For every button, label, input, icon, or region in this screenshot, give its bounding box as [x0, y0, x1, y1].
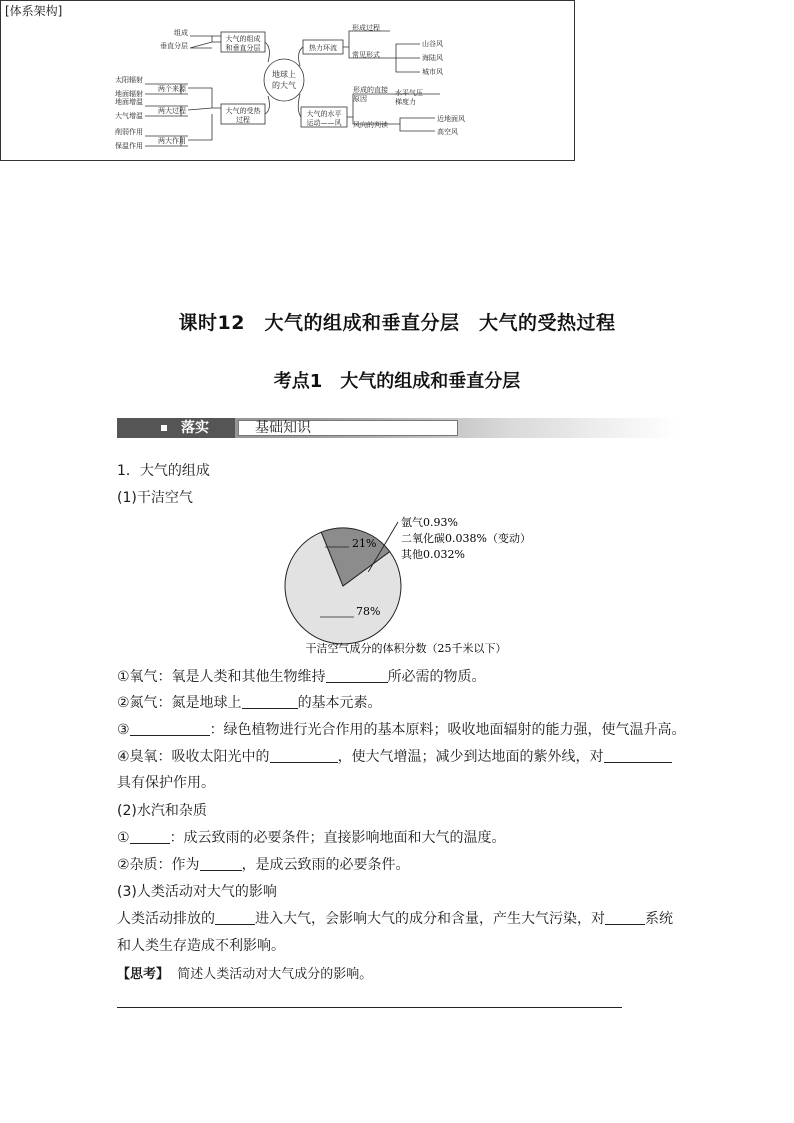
node-heating-1: 大气的受热	[225, 107, 261, 115]
section-tag: 落实	[117, 418, 235, 438]
line-impurities: ②杂质：作为 ，是成云致雨的必要条件。	[117, 857, 410, 873]
line-oxygen: ①氧气：氧是人类和其他生物维持 所必需的物质。	[117, 669, 486, 685]
item-weakening: 削弱作用	[115, 128, 143, 136]
node-composition-1: 大气的组成	[225, 35, 261, 43]
heading-composition: 1．大气的组成	[117, 463, 210, 479]
blank-2[interactable]	[242, 694, 298, 709]
line-co2: ③ ：绿色植物进行光合作用的基本原料；吸收地面辐射的能力强，使气温升高。	[117, 722, 686, 738]
think-tag: 【思考】	[117, 967, 170, 982]
branch-direct-cause-1: 形成的直接	[353, 86, 388, 94]
answer-line[interactable]	[117, 1007, 622, 1008]
item-surface-wind: 近地面风	[437, 115, 465, 123]
section-bar	[117, 418, 677, 438]
item-pressure-gradient-1: 水平气压	[395, 89, 423, 97]
pie-label-78: 78%	[356, 605, 381, 618]
blank-9[interactable]	[605, 910, 645, 925]
framework-box	[0, 0, 575, 161]
node-composition-2: 和垂直分层	[225, 44, 261, 52]
leaf-composition: 组成	[174, 29, 188, 37]
line-human-1: 人类活动排放的 进入大气，会影响大气的成分和含量，产生大气污染，对 系统	[117, 911, 673, 927]
heading-dry-air: (1)干洁空气	[117, 490, 193, 506]
pie-chart-area	[256, 510, 556, 660]
line-human-2: 和人类生存造成不利影响。	[117, 938, 285, 954]
section-label: 基础知识	[238, 420, 458, 436]
blank-4[interactable]	[270, 748, 338, 763]
item-insulation: 保温作用	[115, 142, 143, 150]
think-text: 简述人类活动对大气成分的影响。	[177, 967, 373, 982]
blank-1[interactable]	[326, 668, 388, 683]
line-nitrogen: ②氮气：氮是地球上 的基本元素。	[117, 695, 382, 711]
point-title: 考点1 大气的组成和垂直分层	[273, 371, 521, 392]
line-vapor: ① ：成云致雨的必要条件；直接影响地面和大气的温度。	[117, 830, 506, 846]
blank-7[interactable]	[200, 856, 242, 871]
square-bullet-icon	[161, 425, 167, 431]
center-line-1: 地球上	[272, 70, 296, 79]
heading-human-impact: (3)人类活动对大气的影响	[117, 884, 277, 900]
pie-label-21: 21%	[352, 537, 377, 550]
pie-note-other: 其他0.032%	[401, 548, 465, 561]
item-solar-radiation: 太阳辐射	[115, 76, 143, 84]
lesson-title: 课时12 大气的组成和垂直分层 大气的受热过程	[178, 312, 616, 334]
line-ozone: ④臭氧：吸收太阳光中的 ，使大气增温；减少到达地面的紫外线，对	[117, 748, 672, 766]
blank-8[interactable]	[215, 910, 255, 925]
item-sea-land-breeze: 海陆风	[422, 54, 443, 62]
item-pressure-gradient-2: 梯度力	[395, 98, 416, 106]
node-circulation: 热力环流	[309, 44, 337, 52]
item-ground-warming: 地面增温	[115, 98, 143, 106]
mind-map	[0, 0, 575, 161]
pie-note-co2: 二氧化碳0.038%（变动）	[401, 532, 531, 545]
blank-5[interactable]	[604, 748, 672, 763]
group-sources: 两个来源	[158, 85, 186, 93]
branch-wind-direction: 风向的判读	[353, 121, 388, 129]
group-effects: 两大作用	[158, 137, 186, 145]
heading-water-vapor: (2)水汽和杂质	[117, 803, 207, 819]
blank-6[interactable]	[130, 829, 170, 844]
group-processes: 两大过程	[158, 107, 186, 115]
pie-note-argon: 氩气0.93%	[401, 516, 458, 529]
branch-common-forms: 常见形式	[352, 51, 380, 59]
node-wind-1: 大气的水平	[306, 110, 342, 118]
node-wind-2: 运动——风	[306, 119, 342, 127]
center-line-2: 的大气	[272, 81, 296, 90]
node-heating-2: 过程	[236, 116, 250, 124]
item-air-warming: 大气增温	[115, 112, 143, 120]
item-ground-radiation: 地面辐射	[115, 90, 143, 98]
item-urban-wind: 城市风	[422, 68, 443, 76]
leaf-layers: 垂直分层	[160, 42, 188, 50]
pie-chart	[256, 510, 556, 660]
line-ozone-cont: 具有保护作用。	[117, 775, 215, 791]
pie-caption: 干洁空气成分的体积分数（25千米以下）	[305, 642, 507, 655]
item-valley-wind: 山谷风	[422, 40, 443, 48]
item-upper-wind: 高空风	[437, 128, 458, 136]
branch-formation: 形成过程	[352, 24, 380, 32]
framework-label: [体系架构]	[5, 4, 63, 18]
center-node-shape	[264, 59, 304, 101]
think-prompt	[117, 966, 372, 984]
blank-3[interactable]	[130, 721, 210, 736]
branch-direct-cause-2: 原因	[353, 95, 367, 103]
